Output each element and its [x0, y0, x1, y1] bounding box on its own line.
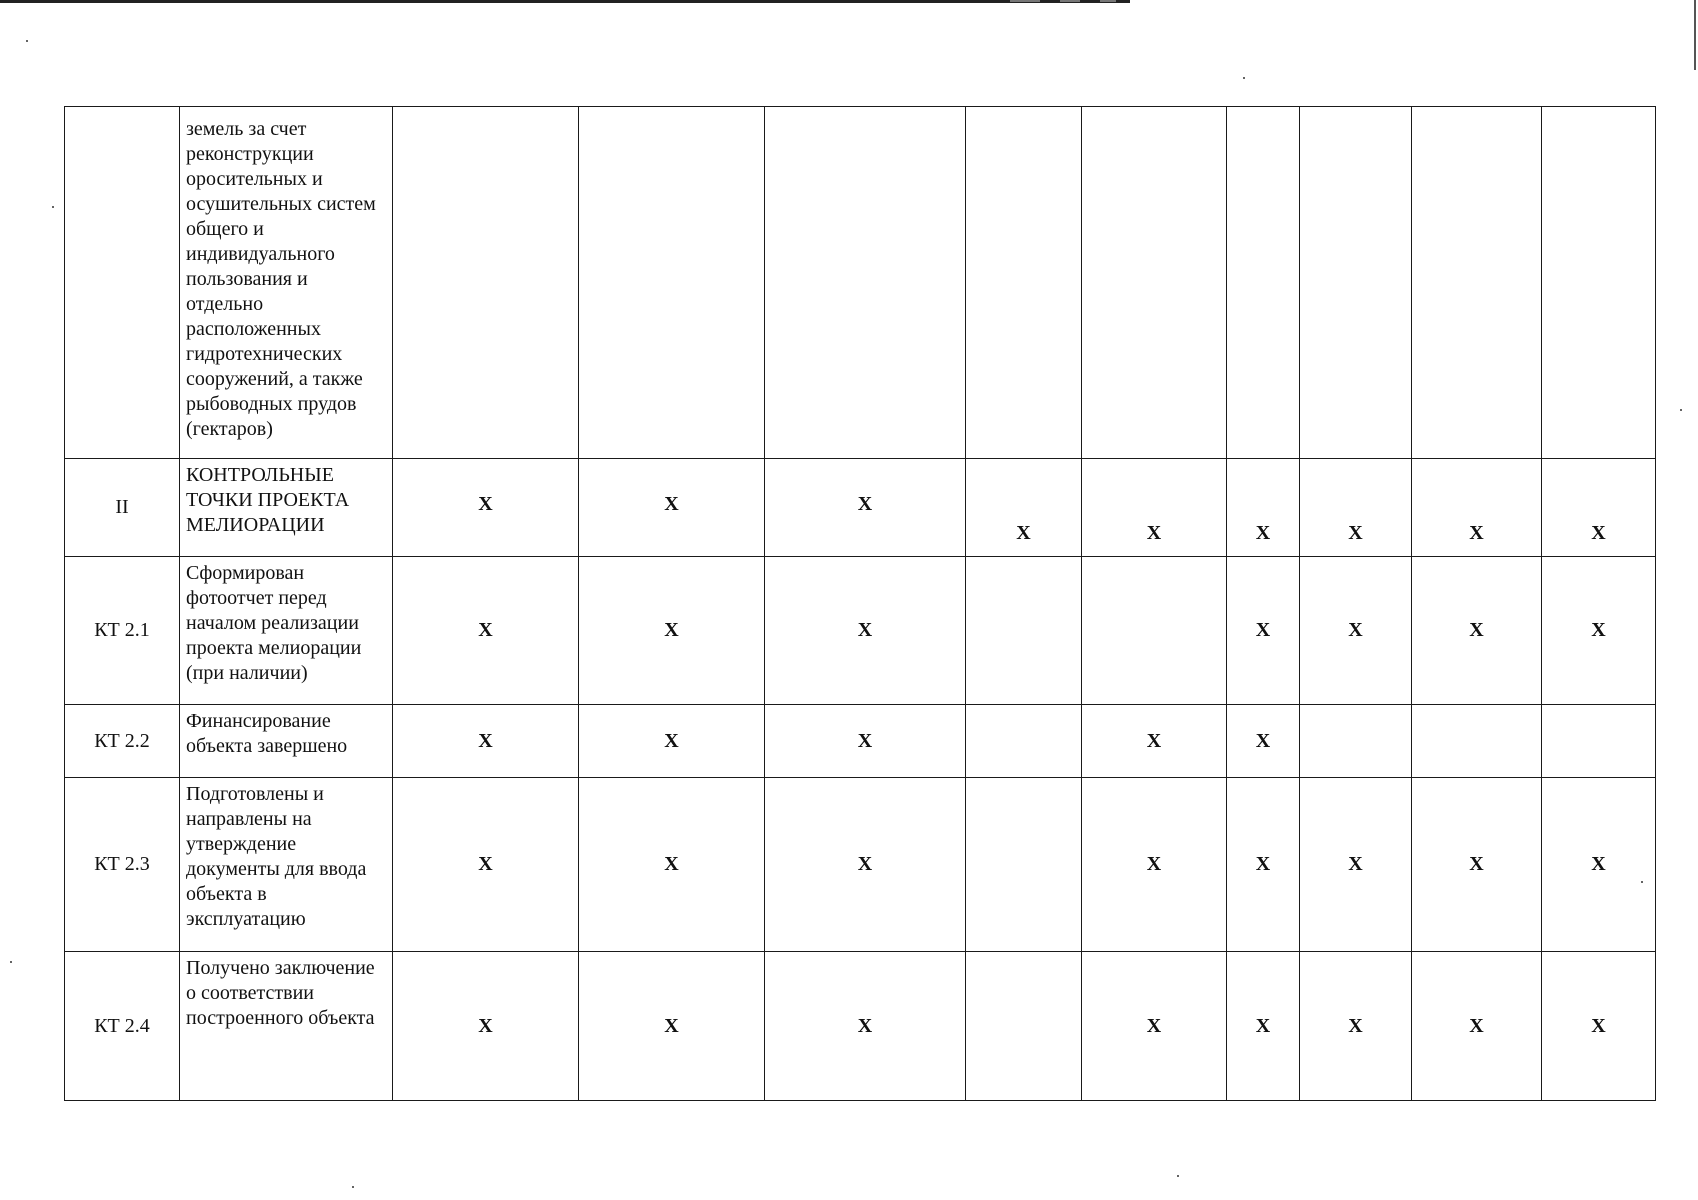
- row-description-cell: КОНТРОЛЬНЫЕ ТОЧКИ ПРОЕКТА МЕЛИОРАЦИИ: [180, 459, 393, 557]
- row-description-cell: земель за счет реконструкции оросительных и осушительных систем общего и индивидуального пользования и отдельно расположенных гидротехнических сооружений, а также рыбоводных прудов (гектаров): [180, 107, 393, 459]
- scan-speck: [352, 1186, 354, 1188]
- mark-cell: X: [1542, 778, 1656, 952]
- mark-cell: X: [1227, 705, 1300, 778]
- mark-cell: X: [1542, 459, 1656, 557]
- mark-cell: X: [579, 705, 765, 778]
- row-description-cell: Финансирование объекта завершено: [180, 705, 393, 778]
- top-rule-fragment: [1010, 0, 1040, 2]
- scan-speck: [1243, 77, 1245, 79]
- row-description-cell: Подготовлены и направлены на утверждение документы для ввода объекта в эксплуатацию: [180, 778, 393, 952]
- mark-cell: [1412, 107, 1542, 459]
- mark-cell: X: [1227, 952, 1300, 1101]
- mark-cell: [1300, 107, 1412, 459]
- mark-cell: [966, 705, 1082, 778]
- mark-cell: X: [393, 557, 579, 705]
- mark-cell: X: [393, 778, 579, 952]
- mark-cell: [1227, 107, 1300, 459]
- mark-cell: [1082, 107, 1227, 459]
- mark-cell: [765, 107, 966, 459]
- mark-cell: [966, 778, 1082, 952]
- mark-cell: [1542, 705, 1656, 778]
- mark-cell: X: [1542, 557, 1656, 705]
- mark-cell: X: [1300, 459, 1412, 557]
- mark-cell: X: [579, 778, 765, 952]
- table-row: [65, 107, 1656, 459]
- row-code-cell: КТ 2.3: [65, 778, 180, 952]
- mark-cell: X: [1082, 459, 1227, 557]
- row-description-cell: Получено заключение о соответствии построенного объекта: [180, 952, 393, 1101]
- table-row: [65, 459, 1656, 557]
- mark-cell: X: [765, 557, 966, 705]
- mark-cell: X: [1300, 557, 1412, 705]
- scan-edge-mark: [1694, 0, 1696, 70]
- mark-cell: [966, 557, 1082, 705]
- mark-cell: X: [1300, 778, 1412, 952]
- mark-cell: [1082, 557, 1227, 705]
- row-description-cell: Сформирован фотоотчет перед началом реализации проекта мелиорации (при наличии): [180, 557, 393, 705]
- mark-cell: X: [765, 459, 966, 557]
- mark-cell: X: [579, 952, 765, 1101]
- mark-cell: [393, 107, 579, 459]
- mark-cell: X: [393, 459, 579, 557]
- mark-cell: [1412, 705, 1542, 778]
- table-row: [65, 557, 1656, 705]
- mark-cell: X: [1227, 459, 1300, 557]
- row-code-cell: II: [65, 459, 180, 557]
- top-rule-fragment: [1060, 0, 1080, 2]
- table-row: [65, 705, 1656, 778]
- mark-cell: X: [579, 557, 765, 705]
- mark-cell: [1300, 705, 1412, 778]
- mark-cell: X: [1542, 952, 1656, 1101]
- mark-cell: X: [966, 459, 1082, 557]
- row-code-cell: КТ 2.2: [65, 705, 180, 778]
- melioration-checkpoints-table: [64, 106, 1656, 1101]
- scan-speck: [10, 961, 12, 963]
- mark-cell: X: [1082, 778, 1227, 952]
- mark-cell: X: [393, 952, 579, 1101]
- mark-cell: X: [1412, 778, 1542, 952]
- mark-cell: X: [765, 952, 966, 1101]
- mark-cell: X: [765, 705, 966, 778]
- scan-speck: [1177, 1175, 1179, 1177]
- top-page-rule: [0, 0, 1130, 3]
- mark-cell: X: [1300, 952, 1412, 1101]
- mark-cell: X: [393, 705, 579, 778]
- mark-cell: X: [1227, 557, 1300, 705]
- top-rule-fragment: [1100, 0, 1116, 2]
- mark-cell: [1542, 107, 1656, 459]
- mark-cell: X: [1082, 705, 1227, 778]
- scan-speck: [1680, 409, 1682, 411]
- scan-speck: [52, 206, 54, 208]
- row-code-cell: [65, 107, 180, 459]
- row-code-cell: КТ 2.1: [65, 557, 180, 705]
- mark-cell: X: [765, 778, 966, 952]
- mark-cell: [966, 107, 1082, 459]
- table-row: [65, 778, 1656, 952]
- scan-speck: [26, 40, 28, 42]
- mark-cell: [966, 952, 1082, 1101]
- mark-cell: X: [1412, 952, 1542, 1101]
- mark-cell: X: [1227, 778, 1300, 952]
- mark-cell: [579, 107, 765, 459]
- mark-cell: X: [1412, 557, 1542, 705]
- mark-cell: X: [579, 459, 765, 557]
- mark-cell: X: [1082, 952, 1227, 1101]
- row-code-cell: КТ 2.4: [65, 952, 180, 1101]
- table-row: [65, 952, 1656, 1101]
- mark-cell: X: [1412, 459, 1542, 557]
